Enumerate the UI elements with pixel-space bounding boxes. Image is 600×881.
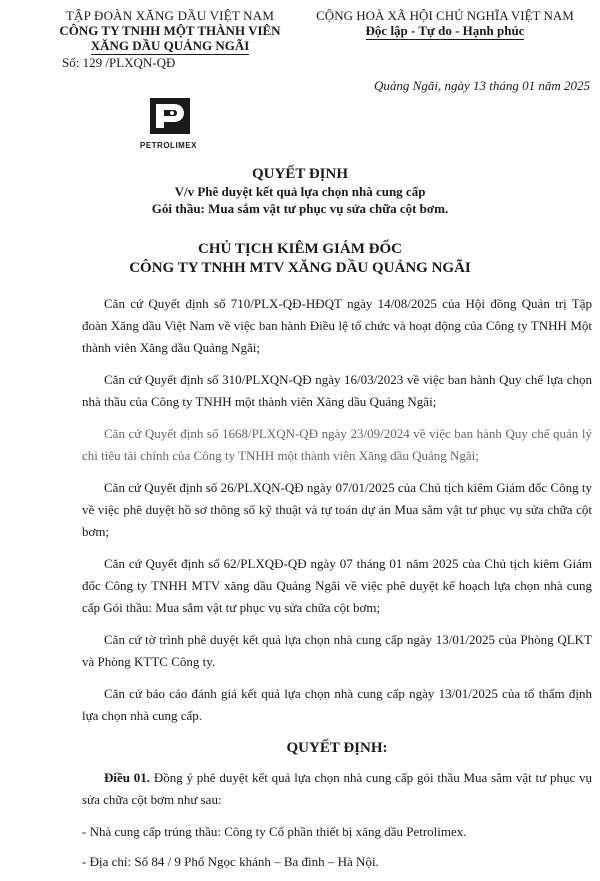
article-1-label: Điều 01.: [104, 770, 151, 785]
authority-company: CÔNG TY TNHH MTV XĂNG DẦU QUẢNG NGÃI: [129, 260, 471, 276]
place-date-line: Quảng Ngãi, ngày 13 tháng 01 năm 2025: [374, 78, 590, 93]
document-type: QUYẾT ĐỊNH: [252, 166, 348, 182]
parent-organization: TẬP ĐOÀN XĂNG DẦU VIỆT NAM: [65, 8, 275, 23]
nation-name: CỘNG HOÀ XÃ HỘI CHỦ NGHĨA VIỆT NAM: [316, 8, 574, 23]
winning-supplier: - Nhà cung cấp trúng thầu: Công ty Cổ phần thiết bị xăng dầu Petrolimex.: [82, 824, 467, 839]
article-1: [82, 767, 592, 811]
package-name: Gói thầu: Mua sắm vật tư phục vụ sửa chữa cột bơm.: [151, 201, 449, 216]
petrolimex-logo-icon: [150, 98, 190, 134]
legal-basis-7: Căn cứ báo cáo đánh giá kết quả lựa chọn nhà cung cấp ngày 13/01/2025 của tổ thẩm định lựa chọn nhà cung cấp.: [82, 686, 592, 723]
legal-basis-3: Căn cứ Quyết định số 1668/PLXQN-QĐ ngày 23/09/2024 về việc ban hành Quy chế quản lý chi tiêu tài chính của Công ty TNHH một thành viên Xăng dầu Quảng Ngãi;: [82, 426, 592, 463]
legal-basis-6: Căn cứ tờ trình phê duyệt kết quả lựa chọn nhà cung cấp ngày 13/01/2025 của Phòng QLKT và Phòng KTTC Công ty.: [82, 632, 592, 669]
logo-text: PETROLIMEX: [140, 141, 198, 150]
article-1-text: Đồng ý phê duyệt kết quả lựa chọn nhà cung cấp gói thầu Mua sắm vật tư phục vụ sửa chữa cột bơm như sau:: [82, 770, 593, 807]
national-motto: Độc lập - Tự do - Hạnh phúc: [365, 23, 525, 38]
decision-heading: QUYẾT ĐỊNH:: [286, 740, 388, 756]
legal-basis-5: Căn cứ Quyết định số 62/PLXQĐ-QĐ ngày 07 tháng 01 năm 2025 của Chủ tịch kiêm Giám đốc Công ty TNHH MTV xăng dầu Quảng Ngãi về việc phê duyệt kế hoạch lựa chọn nhà cung cấp Gói thầu: Mua sắm vật tư phục vụ sửa chữa cột bơm;: [82, 556, 592, 615]
organization-name: CÔNG TY TNHH MỘT THÀNH VIÊN: [59, 23, 281, 38]
company-logo: [140, 98, 208, 150]
national-header: [300, 8, 590, 40]
authority-title: CHỦ TỊCH KIÊM GIÁM ĐỐC: [198, 241, 402, 257]
document-number: Số: 129 /PLXQN-QĐ: [62, 55, 176, 70]
legal-basis-1: Căn cứ Quyết định số 710/PLX-QĐ-HĐQT ngày 14/08/2025 của Hội đồng Quản trị Tập đoàn Xăng dầu Việt Nam về việc ban hành Điều lệ tổ chức và hoạt động của Công ty TNHH Một thành viên Xăng dầu Quảng Ngãi;: [82, 296, 592, 355]
document-subject: V/v Phê duyệt kết quả lựa chọn nhà cung cấp: [174, 184, 426, 199]
issuer-block: [45, 8, 295, 55]
organization-name-line2: XĂNG DẦU QUẢNG NGÃI: [90, 38, 250, 53]
legal-basis-2: Căn cứ Quyết định số 310/PLXQN-QĐ ngày 16/03/2023 về việc ban hành Quy chế lựa chọn nhà thầu của Công ty TNHH một thành viên Xăng dầu Quảng Ngãi;: [82, 372, 592, 409]
supplier-address: - Địa chỉ: Số 84 / 9 Phố Ngọc khánh – Ba đình – Hà Nội.: [82, 854, 379, 869]
legal-basis-4: Căn cứ Quyết định số 26/PLXQN-QĐ ngày 07/01/2025 của Chủ tịch kiêm Giám đốc Công ty về việc phê duyệt hồ sơ thông số kỹ thuật và tự toán dự án Mua sắm vật tư phục vụ sửa chữa cột bơm;: [82, 480, 592, 539]
